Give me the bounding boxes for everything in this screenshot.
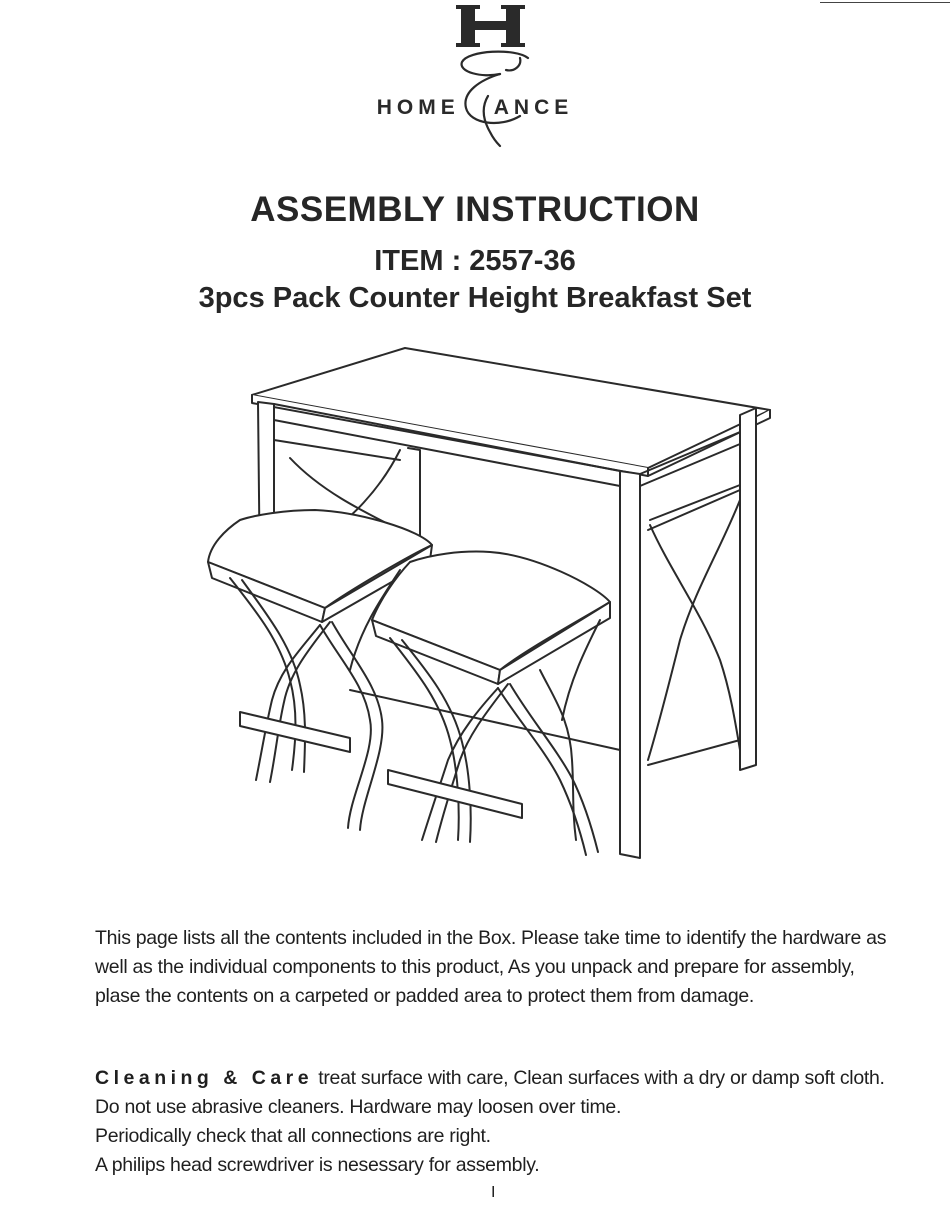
table-and-two-stools-illustration: [200, 340, 800, 910]
care-text: treat surface with care, Clean surfaces with a dry or damp soft cloth. Do not use abrasive cleaners. Hardware may loosen over time.: [95, 1067, 885, 1118]
page-mark: I: [491, 1184, 496, 1201]
brand-name-left: HOME: [376, 96, 460, 119]
monogram-h-letter: [456, 5, 525, 47]
contents-intro-paragraph: This page lists all the contents included in the Box. Please take time to identify the hardware as well as the individual components to this product, As you unpack and prepare for assembly, plase the contents on a carpeted or padded area to protect them from damage.: [95, 927, 887, 1007]
check-connections-text: Periodically check that all connections are right.: [95, 1125, 491, 1147]
screwdriver-note: A philips head screwdriver is nesessary for assembly.: [95, 1154, 540, 1176]
home-elegance-logo: [0, 0, 950, 150]
cleaning-care-label: Cleaning & Care: [95, 1067, 314, 1089]
brand-name-right: ANCE: [493, 96, 574, 119]
table-top: [252, 348, 770, 476]
table-right-side-frame: [648, 485, 740, 765]
page-title: ASSEMBLY INSTRUCTION: [250, 190, 700, 229]
product-name: 3pcs Pack Counter Height Breakfast Set: [198, 282, 752, 314]
item-number: ITEM : 2557-36: [374, 245, 576, 277]
care-instructions: [95, 1064, 895, 1180]
brand-wordmark: [0, 96, 950, 120]
